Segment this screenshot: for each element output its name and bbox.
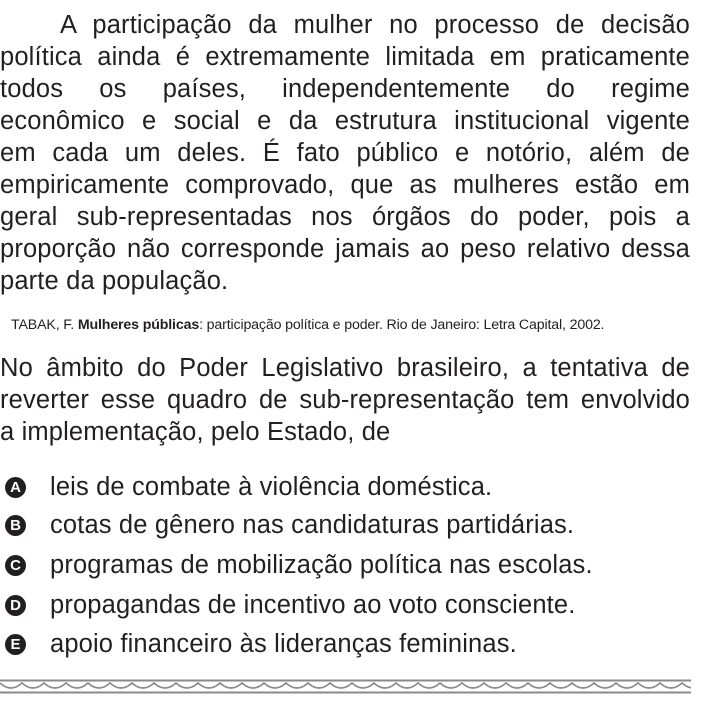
citation-author: TABAK, F. xyxy=(11,317,78,333)
option-letter-badge: E xyxy=(5,634,26,655)
question-line: a implementação, pelo Estado, de xyxy=(0,418,391,446)
passage-line: A participação da mulher no processo de decisão xyxy=(60,11,690,39)
option-d[interactable] xyxy=(5,589,575,621)
option-letter-badge: D xyxy=(5,595,26,616)
passage-line: política ainda é extremamente limitada em praticamente xyxy=(0,43,690,71)
option-text: programas de mobilização política nas escolas. xyxy=(50,551,593,579)
question-line: No âmbito do Poder Legislativo brasileiro, a tentativa de xyxy=(0,354,690,382)
citation xyxy=(11,315,691,335)
passage-line: parte da população. xyxy=(0,267,229,295)
option-text: cotas de gênero nas candidaturas partidárias. xyxy=(50,511,575,539)
option-b[interactable] xyxy=(5,509,574,541)
option-c[interactable] xyxy=(5,549,593,581)
question-line: reverter esse quadro de sub-representação tem envolvido xyxy=(0,386,690,414)
option-text: propagandas de incentivo ao voto consciente. xyxy=(50,591,576,619)
passage-line: geral sub-representadas nos órgãos do poder, pois a xyxy=(0,203,690,231)
wavy-divider xyxy=(0,679,691,695)
option-letter-badge: C xyxy=(5,555,26,576)
passage-line: empiricamente comprovado, que as mulheres estão em xyxy=(0,171,690,199)
citation-details: : participação política e poder. Rio de Janeiro: Letra Capital, 2002. xyxy=(199,317,605,333)
passage-line: econômico e social e da estrutura institucional vigente xyxy=(0,107,690,135)
option-e[interactable] xyxy=(5,628,517,660)
option-a[interactable] xyxy=(5,471,492,503)
option-letter-badge: B xyxy=(5,515,26,536)
option-text: apoio financeiro às lideranças femininas. xyxy=(50,630,517,658)
citation-title: Mulheres públicas xyxy=(77,317,200,333)
option-text: leis de combate à violência doméstica. xyxy=(50,473,493,501)
passage-line: em cada um deles. É fato público e notório, além de xyxy=(0,139,690,167)
option-letter-badge: A xyxy=(5,477,26,498)
passage-line: proporção não corresponde jamais ao peso relativo dessa xyxy=(0,235,690,263)
passage-line: todos os países, independentemente do regime xyxy=(0,75,690,103)
